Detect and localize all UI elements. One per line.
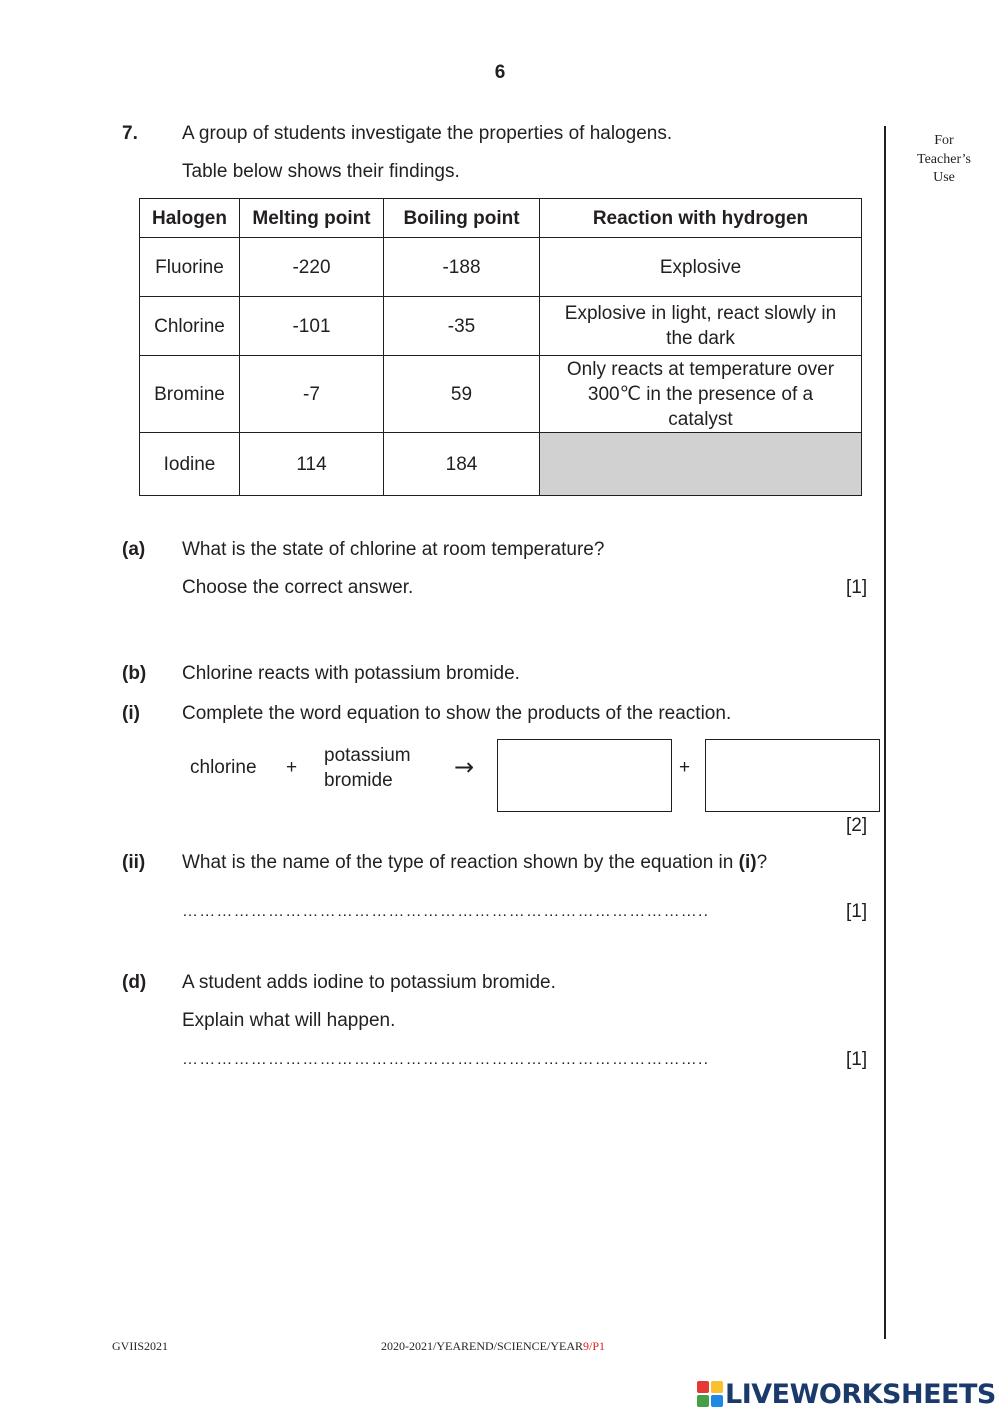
- reaction-line: Explosive: [659, 256, 742, 278]
- part-b-text: Chlorine reacts with potassium bromide.: [182, 663, 520, 684]
- teacher-use-line-1: For: [934, 133, 954, 148]
- equation-reactant-potassium-bromide: [324, 744, 411, 793]
- part-b-i-text: Complete the word equation to show the products of the reaction.: [182, 703, 732, 724]
- part-b-ii-text-end: ?: [756, 852, 768, 873]
- part-b-ii-marks: [1]: [846, 901, 868, 922]
- header-melting-point: Melting point: [240, 199, 384, 238]
- cell-reaction: [540, 297, 862, 356]
- part-d-answer-line[interactable]: ………………………………………………………………………………..: [182, 1051, 710, 1068]
- cell-melting-point: -101: [240, 297, 384, 356]
- cell-boiling-point: -35: [384, 297, 540, 356]
- part-a-label: (a): [122, 539, 146, 560]
- cell-melting-point: 114: [240, 433, 384, 496]
- header-boiling-point: Boiling point: [384, 199, 540, 238]
- cell-halogen: Fluorine: [140, 238, 240, 297]
- part-a-instruction: Choose the correct answer.: [182, 577, 414, 598]
- footer-paper-number: /P1: [589, 1339, 606, 1353]
- teacher-use-line-2: Teacher’s: [917, 151, 971, 167]
- part-b-i-marks: [2]: [846, 815, 868, 836]
- header-halogen: Halogen: [140, 199, 240, 238]
- product-1-answer-box[interactable]: [497, 739, 672, 812]
- table-row: [140, 297, 862, 356]
- footer-school-code: GVIIS2021: [112, 1339, 168, 1353]
- liveworksheets-logo-icon: [697, 1381, 723, 1407]
- table-row: [140, 238, 862, 297]
- cell-reaction: [540, 356, 862, 433]
- question-intro: A group of students investigate the properties of halogens.: [182, 123, 673, 144]
- cell-boiling-point: 184: [384, 433, 540, 496]
- part-b-ii-reference: (i): [738, 852, 757, 873]
- equation-reactant-chlorine: chlorine: [190, 757, 257, 778]
- equation-plus-1: +: [286, 757, 298, 778]
- liveworksheets-logo-text: LIVEWORKSHEETS: [725, 1378, 996, 1410]
- header-reaction-with-hydrogen: Reaction with hydrogen: [540, 199, 862, 238]
- cell-reaction-shaded: [540, 433, 862, 496]
- part-d-instruction: Explain what will happen.: [182, 1010, 396, 1031]
- reaction-line: 300℃ in the presence of a: [587, 383, 814, 405]
- teacher-use-line-3: Use: [933, 170, 955, 185]
- part-b-ii-label: (ii): [122, 852, 146, 873]
- cell-reaction: [540, 238, 862, 297]
- teacher-use-label: [896, 132, 992, 188]
- part-d-marks: [1]: [846, 1049, 868, 1070]
- logo-square-icon: [697, 1381, 709, 1393]
- cell-halogen: Iodine: [140, 433, 240, 496]
- question-number: 7.: [122, 123, 138, 144]
- reaction-line: the dark: [666, 328, 735, 349]
- reaction-line: Only reacts at temperature over: [566, 358, 835, 380]
- cell-boiling-point: 59: [384, 356, 540, 433]
- part-d-label: (d): [122, 972, 147, 993]
- table-header-row: [140, 199, 862, 238]
- footer-paper-prefix: 2020-2021/YEAREND/SCIENCE/YEAR: [381, 1339, 583, 1353]
- product-2-answer-box[interactable]: [705, 739, 880, 812]
- part-a-marks: [1]: [846, 577, 868, 598]
- page-number: 6: [494, 62, 506, 83]
- equation-reactant-line: potassium: [324, 745, 411, 766]
- logo-square-icon: [697, 1395, 709, 1407]
- table-row: [140, 433, 862, 496]
- cell-halogen: Chlorine: [140, 297, 240, 356]
- cell-halogen: Bromine: [140, 356, 240, 433]
- equation-arrow-icon: →: [454, 753, 475, 781]
- part-b-ii-text: What is the name of the type of reaction shown by the equation in: [182, 852, 739, 873]
- halogen-findings-table: [139, 198, 862, 496]
- reaction-line: Explosive in light, react slowly in: [564, 303, 837, 324]
- part-b-label: (b): [122, 663, 147, 684]
- cell-melting-point: -220: [240, 238, 384, 297]
- part-a-question: What is the state of chlorine at room temperature?: [182, 539, 605, 560]
- teacher-margin-rule: [884, 126, 886, 1339]
- table-intro: Table below shows their findings.: [182, 161, 460, 182]
- cell-melting-point: -7: [240, 356, 384, 433]
- part-d-text: A student adds iodine to potassium bromide.: [182, 972, 556, 993]
- part-b-ii-answer-line[interactable]: ………………………………………………………………………………..: [182, 903, 710, 920]
- liveworksheets-logo: [697, 1377, 996, 1411]
- logo-square-icon: [711, 1395, 723, 1407]
- part-b-ii-question: [182, 851, 767, 875]
- equation-reactant-line: bromide: [324, 770, 393, 791]
- table-row: [140, 356, 862, 433]
- footer-paper-code: [381, 1339, 605, 1354]
- equation-plus-2: +: [679, 757, 691, 778]
- cell-boiling-point: -188: [384, 238, 540, 297]
- footer-year-number: 9: [583, 1339, 589, 1353]
- reaction-line: catalyst: [668, 408, 733, 430]
- part-b-i-label: (i): [122, 703, 140, 724]
- logo-square-icon: [711, 1381, 723, 1393]
